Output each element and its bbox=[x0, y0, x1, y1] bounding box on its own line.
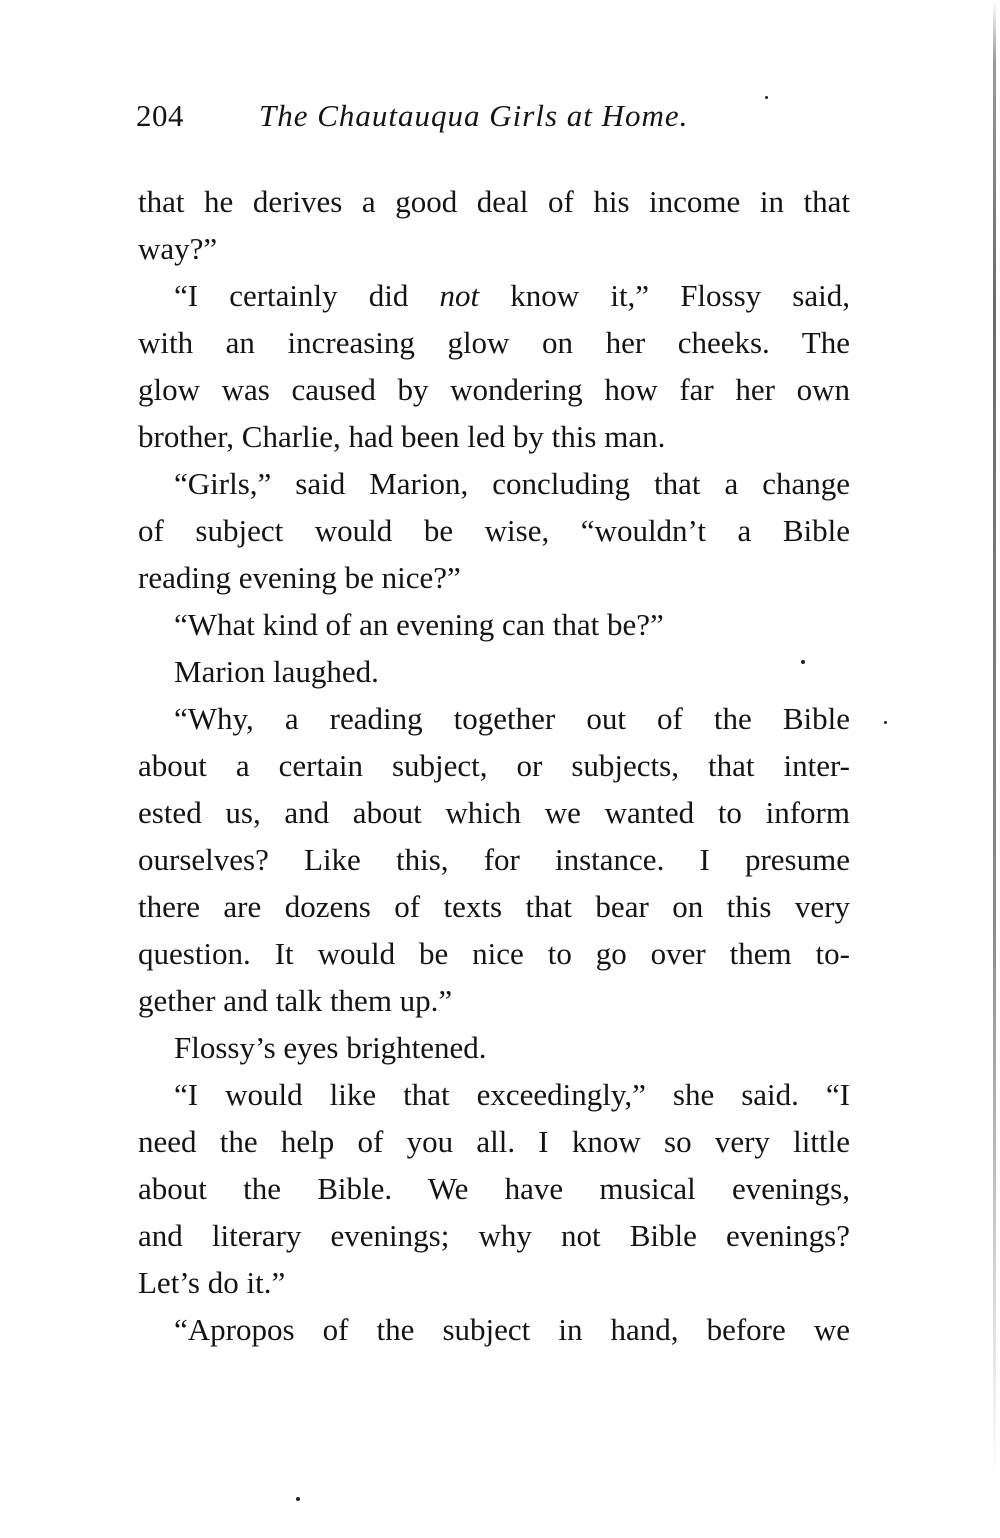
page-number: 204 bbox=[136, 98, 184, 133]
text-span: know it,” Flossy said, bbox=[479, 278, 850, 313]
text-line: ested us, and about which we wanted to inform bbox=[138, 795, 850, 830]
text-line: about a certain subject, or subjects, that inter- bbox=[138, 748, 850, 783]
text-line: “Why, a reading together out of the Bible bbox=[174, 701, 850, 736]
text-span: “I certainly did bbox=[174, 278, 440, 313]
text-line: of subject would be wise, “wouldn’t a Bible bbox=[138, 513, 850, 548]
text-line: and literary evenings; why not Bible evenings? bbox=[138, 1218, 850, 1253]
text-line: that he derives a good deal of his income in that bbox=[138, 184, 850, 219]
text-line: brother, Charlie, had been led by this man. bbox=[138, 419, 666, 454]
text-line: with an increasing glow on her cheeks. The bbox=[138, 325, 850, 360]
text-line: Marion laughed. bbox=[174, 654, 379, 689]
text-line: need the help of you all. I know so very little bbox=[138, 1124, 850, 1159]
ink-speck bbox=[765, 96, 768, 99]
text-line: “I would like that exceedingly,” she said. “I bbox=[174, 1077, 850, 1112]
text-line: “Apropos of the subject in hand, before we bbox=[174, 1312, 850, 1347]
text-line: there are dozens of texts that bear on this very bbox=[138, 889, 850, 924]
ink-speck bbox=[801, 660, 805, 664]
text-line: reading evening be nice?” bbox=[138, 560, 461, 595]
text-line: way?” bbox=[138, 231, 218, 266]
italic-word: not bbox=[439, 278, 480, 313]
page-edge-shadow bbox=[993, 0, 996, 1538]
text-line: glow was caused by wondering how far her own bbox=[138, 372, 850, 407]
text-line: about the Bible. We have musical evenings, bbox=[138, 1171, 850, 1206]
text-line: “Girls,” said Marion, concluding that a change bbox=[174, 466, 850, 501]
ink-speck bbox=[884, 721, 887, 724]
running-header bbox=[136, 98, 776, 146]
running-title: The Chautauqua Girls at Home. bbox=[259, 98, 689, 133]
text-line bbox=[138, 272, 850, 319]
text-line: ourselves? Like this, for instance. I presume bbox=[138, 842, 850, 877]
text-line: Let’s do it.” bbox=[138, 1265, 286, 1300]
text-line: Flossy’s eyes brightened. bbox=[174, 1030, 487, 1065]
text-line: question. It would be nice to go over them to- bbox=[138, 936, 850, 971]
body-text bbox=[138, 178, 850, 1353]
ink-speck bbox=[296, 1497, 300, 1501]
text-line: gether and talk them up.” bbox=[138, 983, 453, 1018]
text-line: “What kind of an evening can that be?” bbox=[174, 607, 664, 642]
